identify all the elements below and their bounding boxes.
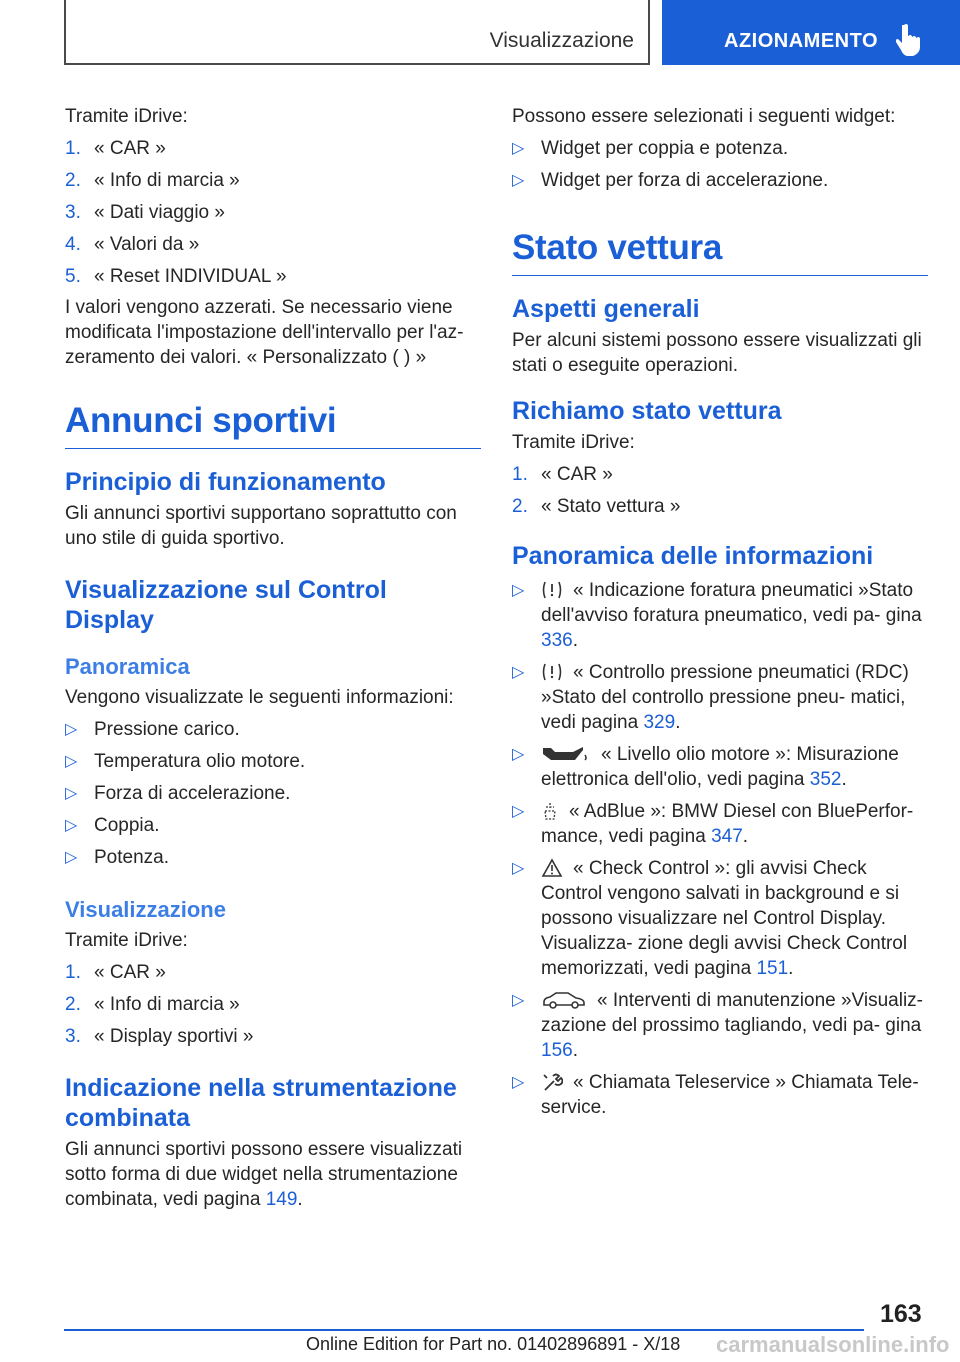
list-item: 2. « Info di marcia » [65,170,240,191]
warning-triangle-icon [541,858,563,878]
display-steps [65,960,481,1049]
page-link[interactable]: 347 [711,826,743,847]
hand-pointer-icon [896,23,922,57]
idrive-intro-3: Tramite iDrive: [512,432,635,453]
panoramica-text: Vengono visualizzate le seguenti informazioni: [65,687,454,708]
heading-visualizzazione-cd: Visualizzazione sul Control Display [65,576,387,634]
stato-steps [512,462,928,519]
bullet-triangle-icon: ▷ [512,172,525,189]
reset-description: I valori vengono azzerati. Se necessario viene modificata l'impostazione dell'intervallo per l'az- zeramento dei valori. « Personalizzato ( ) » [65,297,464,368]
page-number: 163 [880,1300,922,1328]
idrive-intro: Tramite iDrive: [65,106,188,127]
info-list [512,578,928,1120]
idrive-intro-2: Tramite iDrive: [65,930,188,951]
list-item: 2. « Info di marcia » [65,994,240,1015]
heading-panoramica: Panoramica [65,654,190,679]
page-link[interactable]: 336 [541,630,573,651]
heading-annunci-sportivi: Annunci sportivi [65,400,481,449]
panoramica-list [65,717,481,870]
bullet-triangle-icon: ▷ [512,664,525,681]
header-frame [64,0,650,65]
tire-pressure-icon [541,662,563,682]
widgets-list [512,136,928,193]
heading-stato-vettura: Stato vettura [512,227,928,276]
principio-text: Gli annunci sportivi supportano soprattutto con uno stile di guida sportivo. [65,503,457,549]
list-item: ▷ « Indicazione foratura pneumatici »Stato dell'avviso foratura pneumatico, vedi pa- gina 336. [512,580,922,651]
list-item: ▷ Widget per coppia e potenza. [512,138,789,159]
bullet-triangle-icon: ▷ [512,140,525,157]
page-link[interactable]: 149 [265,1189,298,1210]
bullet-triangle-icon: ▷ [65,785,78,802]
watermark: carmanualsonline.info [716,1332,950,1357]
page-link[interactable]: 329 [643,712,676,733]
bullet-triangle-icon: ▷ [512,860,525,877]
list-item: 1. « CAR » [65,962,166,983]
list-item: ▷ « Chiamata Teleservice » Chiamata Tele- service. [512,1072,919,1118]
list-item: ▷ Temperatura olio motore. [65,751,306,772]
list-item: 2. « Stato vettura » [512,496,681,517]
list-item: ▷ « Interventi di manutenzione »Visualiz- zazione del prossimo tagliando, vedi pa- gina 156. [512,990,924,1061]
section-title: Visualizzazione [489,29,634,52]
oil-can-icon [541,742,591,764]
page-link[interactable]: 352 [809,769,842,790]
bullet-triangle-icon: ▷ [65,753,78,770]
bullet-triangle-icon: ▷ [512,992,525,1009]
bullet-triangle-icon: ▷ [512,582,525,599]
aspetti-text: Per alcuni sistemi possono essere visualizzati gli stati o eseguite operazioni. [512,330,922,376]
page-link[interactable]: 156 [541,1040,573,1061]
list-item: ▷ « Controllo pressione pneumatici (RDC) »Stato del controllo pressione pneu- matici, vedi pagina 329. [512,662,909,733]
chapter-tab [662,0,960,65]
bullet-triangle-icon: ▷ [65,849,78,866]
footer-edition: Online Edition for Part no. 01402896891 - X/18 [306,1334,681,1354]
bullet-triangle-icon: ▷ [512,803,525,820]
heading-panoramica-info: Panoramica delle informazioni [512,542,874,570]
heading-principio: Principio di funzionamento [65,468,386,496]
list-item: ▷ Widget per forza di accelerazione. [512,170,829,191]
list-item: 3. « Dati viaggio » [65,202,225,223]
widgets-intro: Possono essere selezionati i seguenti widget: [512,106,896,127]
bullet-triangle-icon: ▷ [65,721,78,738]
tire-warning-icon [541,580,563,600]
heading-aspetti: Aspetti generali [512,295,700,323]
list-item: ▷ Pressione carico. [65,719,240,740]
list-item: 3. « Display sportivi » [65,1026,254,1047]
right-column [512,104,928,1120]
list-item: 1. « CAR » [512,464,613,485]
heading-visualizzazione: Visualizzazione [65,897,226,922]
list-item: ▷ « Livello olio motore »: Misurazione elettronica dell'olio, vedi pagina 352. [512,744,899,790]
wrench-icon [541,1072,563,1092]
list-item: ▷ Forza di accelerazione. [65,783,291,804]
list-item: 5. « Reset INDIVIDUAL » [65,266,287,287]
list-item: ▷ « AdBlue »: BMW Diesel con BluePerfor- mance, vedi pagina 347. [512,801,914,847]
reset-steps [65,136,481,289]
bullet-triangle-icon: ▷ [512,1074,525,1091]
service-car-icon [541,990,587,1010]
chapter-label: AZIONAMENTO [724,30,879,52]
indicazione-text: Gli annunci sportivi possono essere visualizzati sotto forma di due widget nella strumentazione combinata, vedi pagina 149. [65,1139,463,1210]
list-item: ▷ Potenza. [65,847,169,868]
left-column [65,104,481,1212]
adblue-icon [541,801,559,821]
heading-indicazione: Indicazione nella strumentazione combinata [65,1074,457,1132]
heading-richiamo: Richiamo stato vettura [512,397,782,425]
bullet-triangle-icon: ▷ [65,817,78,834]
list-item: ▷ Coppia. [65,815,160,836]
list-item: 1. « CAR » [65,138,166,159]
list-item: 4. « Valori da » [65,234,200,255]
page-link[interactable]: 151 [756,958,789,979]
list-item: ▷ « Check Control »: gli avvisi Check Control vengono salvati in background e si possono visualizzare nel Control Display. Visualizza- zione degli avvisi Check Control memorizzati, vedi pagina 151. [512,858,908,979]
footer-divider [64,1329,864,1331]
bullet-triangle-icon: ▷ [512,746,525,763]
